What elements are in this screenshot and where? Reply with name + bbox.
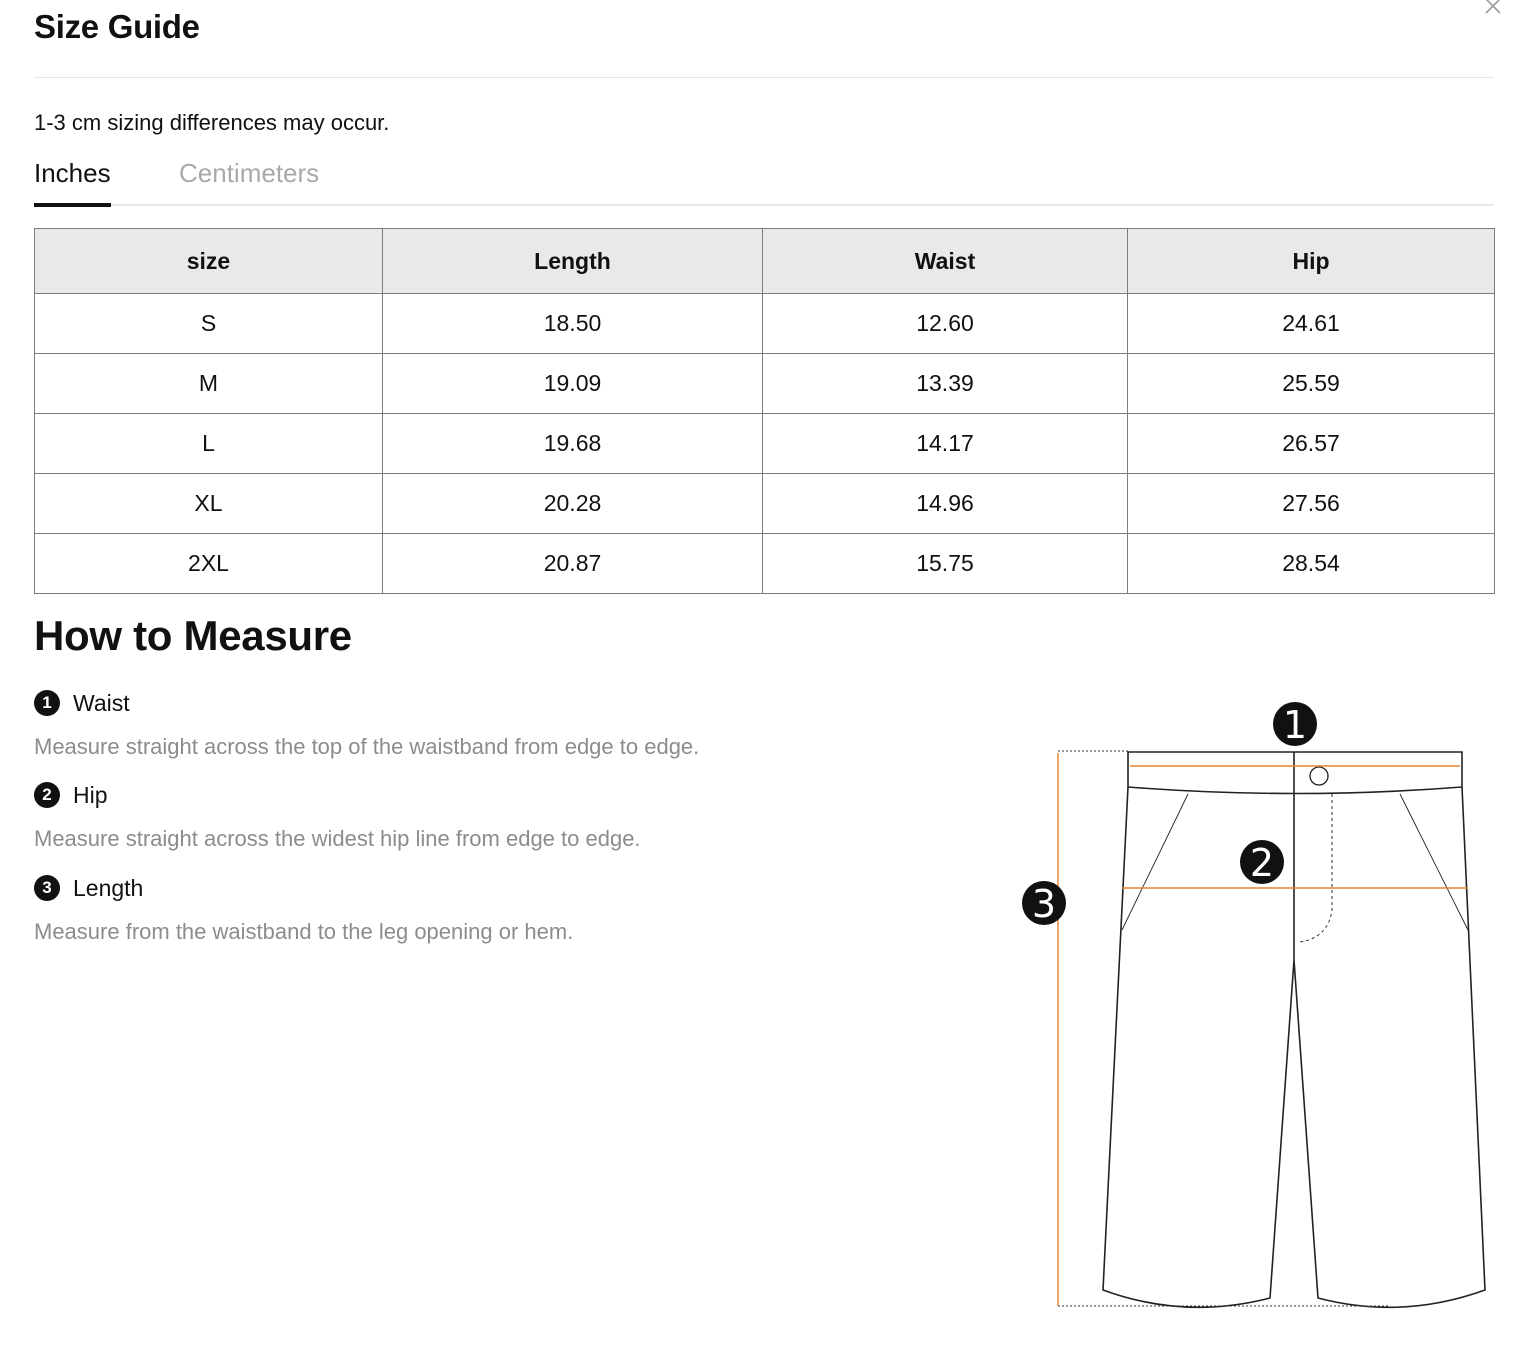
instruction-label: Length: [73, 874, 144, 901]
table-row: [35, 474, 1495, 534]
tab-inches[interactable]: Inches: [34, 158, 111, 207]
size-table: [34, 228, 1495, 594]
tab-centimeters[interactable]: Centimeters: [179, 158, 320, 188]
cell-size: L: [35, 414, 383, 474]
sizing-notice: 1-3 cm sizing differences may occur.: [34, 110, 390, 135]
marker-label: 2: [1249, 841, 1275, 885]
number-badge: 1: [34, 690, 60, 716]
cell-size: XL: [35, 474, 383, 534]
instruction-label: Waist: [73, 689, 130, 716]
measurement-lines: [1058, 753, 1468, 1306]
cell-waist: 14.17: [763, 414, 1128, 474]
cell-hip: 28.54: [1128, 534, 1495, 594]
cell-waist: 14.96: [763, 474, 1128, 534]
instruction-description: Measure straight across the widest hip line from edge to edge.: [34, 826, 641, 851]
cell-length: 20.28: [383, 474, 763, 534]
close-icon[interactable]: [1481, 0, 1505, 18]
cell-size: 2XL: [35, 534, 383, 594]
cell-waist: 13.39: [763, 354, 1128, 414]
measure-instruction-hip: [34, 780, 934, 852]
instruction-description: Measure straight across the top of the waistband from edge to edge.: [34, 734, 700, 759]
column-header-hip: Hip: [1128, 229, 1495, 294]
cell-length: 19.09: [383, 354, 763, 414]
shorts-measurement-diagram: [1010, 690, 1510, 1320]
how-to-measure-title: How to Measure: [34, 612, 352, 659]
cell-length: 19.68: [383, 414, 763, 474]
table-row: [35, 534, 1495, 594]
number-badge: 3: [34, 875, 60, 901]
marker-waist: [1273, 702, 1317, 747]
column-header-size: size: [35, 229, 383, 294]
instruction-description: Measure from the waistband to the leg opening or hem.: [34, 919, 574, 944]
table-row: [35, 354, 1495, 414]
shorts-outline: [1103, 752, 1485, 1307]
marker-length: [1022, 881, 1066, 926]
cell-hip: 26.57: [1128, 414, 1495, 474]
cell-length: 18.50: [383, 294, 763, 354]
cell-length: 20.87: [383, 534, 763, 594]
cell-hip: 27.56: [1128, 474, 1495, 534]
marker-hip: [1240, 840, 1284, 885]
unit-tabs: [34, 150, 1494, 206]
measure-instruction-waist: [34, 688, 934, 760]
column-header-waist: Waist: [763, 229, 1128, 294]
cell-size: M: [35, 354, 383, 414]
table-header-row: [35, 229, 1495, 294]
marker-label: 3: [1031, 882, 1057, 926]
title-divider: [34, 77, 1494, 78]
cell-hip: 25.59: [1128, 354, 1495, 414]
cell-waist: 15.75: [763, 534, 1128, 594]
column-header-length: Length: [383, 229, 763, 294]
dialog-title: Size Guide: [34, 8, 200, 45]
marker-label: 1: [1282, 703, 1308, 747]
dotted-guides: [1058, 751, 1390, 1306]
cell-size: S: [35, 294, 383, 354]
table-row: [35, 414, 1495, 474]
number-badge: 2: [34, 782, 60, 808]
cell-waist: 12.60: [763, 294, 1128, 354]
measure-instruction-length: [34, 873, 934, 945]
cell-hip: 24.61: [1128, 294, 1495, 354]
table-row: [35, 294, 1495, 354]
instruction-label: Hip: [73, 781, 108, 808]
